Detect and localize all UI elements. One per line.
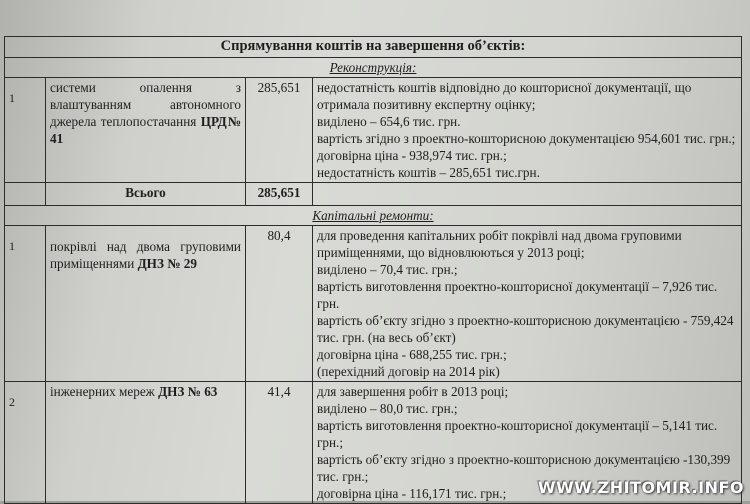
details-cell (313, 78, 742, 183)
detail-line: вартість виготовлення проектно-кошторисної документації – 5,141 тис. грн.; (317, 418, 718, 450)
allocation-table (4, 36, 742, 504)
detail-line: виділено – 80,0 тис. грн.; (317, 401, 458, 416)
row-number: 1 (5, 226, 46, 382)
detail-line: договірна ціна - 116,171 тис. грн.; (317, 486, 507, 501)
section-heading-reconstruction: Реконструкція: (5, 58, 742, 78)
object-name: системи опалення з влаштуванням автономного джерела теплопостачання ЦРД№ 41 (46, 78, 246, 183)
detail-line: вартість виготовлення проектно-кошторисної документації – 7,926 тис. грн. (317, 279, 718, 311)
table-title-row (5, 37, 742, 58)
object-name: покрівлі над двома груповими приміщеннями ДНЗ № 29 (46, 226, 246, 382)
section-heading-capital-repairs: Капітальні ремонти: (5, 206, 742, 226)
amount: 80,4 (246, 226, 313, 382)
detail-line: вартість об’єкту згідно з проектно-кошторисною документацією -130,399 тис. грн.; (317, 452, 731, 484)
detail-line: для проведення капітальних робіт покрівлі над двома груповими приміщеннями, що відновлюються у 2013 році; (317, 228, 682, 260)
total-amount: 285,651 (246, 183, 313, 206)
object-name-bold: ДНЗ № 29 (137, 256, 197, 271)
total-label: Всього (46, 183, 246, 206)
section-heading-row (5, 206, 742, 226)
detail-line: виділено – 70,4 тис. грн.; (317, 262, 458, 277)
detail-line: для завершення робіт в 2013 році; (317, 384, 509, 399)
detail-line: (перехідний договір на 2014 рік) (317, 364, 500, 379)
table-row (5, 226, 742, 382)
object-name-bold: ЦРД№ 41 (50, 114, 241, 146)
section-heading-row (5, 58, 742, 78)
detail-line: вартість об’єкту згідно з проектно-кошторисною документацією - 759,424 тис. грн. (на весь об’єкт) (317, 313, 734, 345)
table-row (5, 78, 742, 183)
row-number: 2 (5, 382, 46, 504)
detail-line: договірна ціна - 938,974 тис. грн.; (317, 148, 507, 163)
amount: 41,4 (246, 382, 313, 504)
row-number: 1 (5, 78, 46, 183)
total-row (5, 183, 742, 206)
table-title: Спрямування коштів на завершення об’єктів: (5, 37, 742, 58)
detail-line: виділено – 654,6 тис. грн. (317, 114, 461, 129)
detail-line: недостатність коштів – 285,651 тис.грн. (317, 165, 540, 180)
amount: 285,651 (246, 78, 313, 183)
detail-line: договірна ціна - 688,255 тис. грн.; (317, 347, 507, 362)
object-name-bold: ДНЗ № 63 (158, 384, 218, 399)
detail-line: вартість згідно з проектно-кошторисною документацією 954,601 тис. грн.; (317, 131, 736, 146)
object-name: інженерних мереж ДНЗ № 63 (46, 382, 246, 504)
detail-line: недостатність коштів відповідно до кошторисної документації, що отримала позитивну експертну оцінку; (317, 80, 692, 112)
details-cell (313, 226, 742, 382)
site-watermark: WWW.ZHITOMIR.INFO (537, 478, 744, 497)
